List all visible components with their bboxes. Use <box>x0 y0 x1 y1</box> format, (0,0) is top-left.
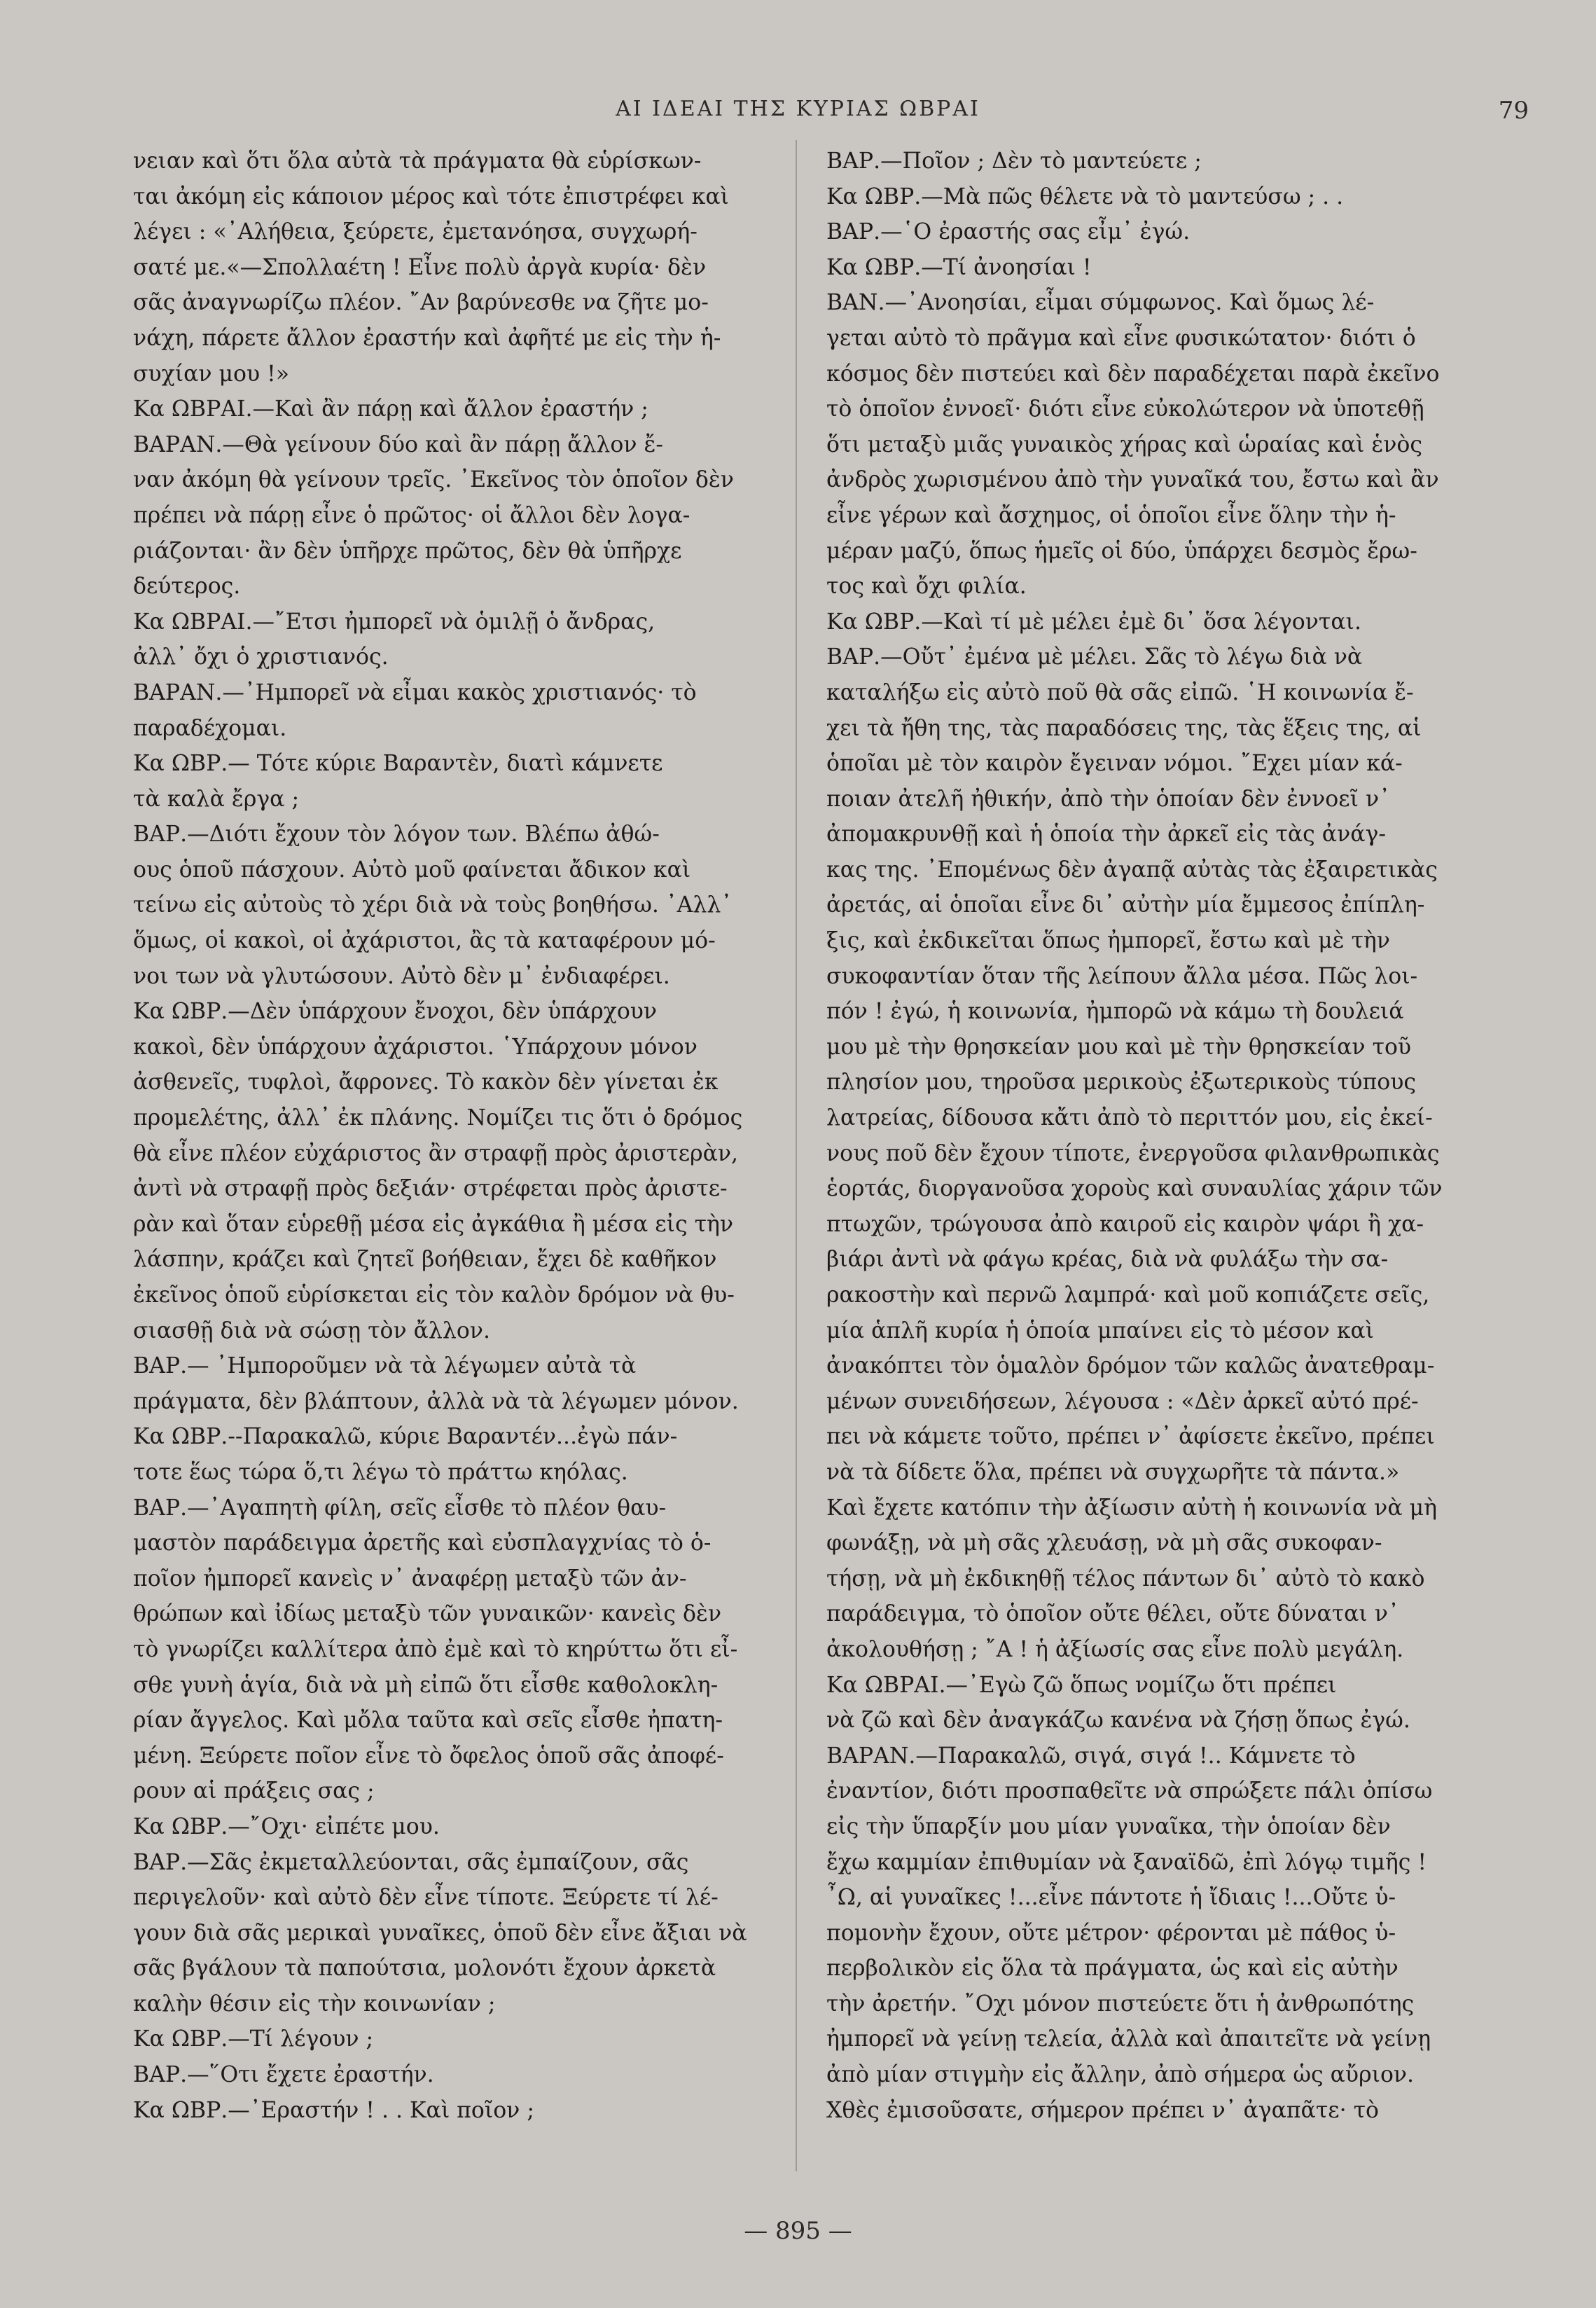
text-line: ὅμως, οἱ κακοὶ, οἱ ἀχάριστοι, ἂς τὰ καταφέρουν μό- <box>133 928 716 954</box>
text-line: τὸ γνωρίζει καλλίτερα ἀπὸ ἐμὲ καὶ τὸ κηρύττω ὅτι εἶ- <box>133 1636 738 1662</box>
text-line: κόσμος δὲν πιστεύει καὶ δὲν παραδέχεται παρὰ ἐκεῖνο <box>826 361 1440 387</box>
text-line: Χθὲς ἐμισοῦσατε, σήμερον πρέπει ν᾿ ἀγαπᾶτε· τὸ <box>826 2097 1379 2123</box>
text-line: ἀσθενεῖς, τυφλοὶ, ἄφρονες. Τὸ κακὸν δὲν γίνεται ἐκ <box>133 1070 719 1096</box>
text-line: παραδέχομαι. <box>133 715 287 741</box>
text-line: εἰς τὴν ὕπαρξίν μου μίαν γυναῖκα, τὴν ὁποίαν δὲν <box>826 1813 1391 1839</box>
text-line: Καὶ ἔχετε κατόπιν τὴν ἀξίωσιν αὐτὴ ἡ κοινωνία νὰ μὴ <box>826 1495 1437 1521</box>
column-divider <box>796 140 797 2171</box>
text-line: ΒΑΡ.—Διότι ἔχουν τὸν λόγον των. Βλέπω ἀθώ- <box>133 822 660 848</box>
text-line: καταλήξω εἰς αὐτὸ ποῦ θὰ σᾶς εἰπῶ. ῾Η κοινωνία ἔ- <box>826 679 1414 705</box>
text-line: νους ποῦ δὲν ἔχουν τίποτε, ἐνεργοῦσα φιλανθρωπικὰς <box>826 1140 1440 1166</box>
text-line: μαστὸν παράδειγμα ἀρετῆς καὶ εὐσπλαγχνίας τὸ ὁ- <box>133 1530 712 1556</box>
text-line: λάσπην, κράζει καὶ ζητεῖ βοήθειαν, ἔχει δὲ καθῆκον <box>133 1247 717 1273</box>
left-text-column <box>133 144 772 2128</box>
text-line: τος καὶ ὄχι φιλία. <box>826 574 1027 600</box>
text-line: ἀπὸ μίαν στιγμὴν εἰς ἄλλην, ἀπὸ σήμερα ὡς αὔριον. <box>826 2062 1415 2088</box>
text-line: ἀντὶ νὰ στραφῇ πρὸς δεξιάν· στρέφεται πρὸς ἀριστε- <box>133 1176 728 1202</box>
text-line: ΒΑΝ.—᾿Ανοησίαι, εἶμαι σύμφωνος. Καὶ ὅμως λέ- <box>826 290 1375 316</box>
text-line: καλὴν θέσιν εἰς τὴν κοινωνίαν ; <box>133 1991 496 2017</box>
text-line: ναν ἀκόμη θὰ γείνουν τρεῖς. ᾿Εκεῖνος τὸν ὁποῖον δὲν <box>133 467 734 493</box>
text-line: Κα ΩΒΡΑΙ.—Καὶ ἂν πάρῃ καὶ ἄλλον ἐραστήν ; <box>133 396 648 422</box>
text-line: ρὰν καὶ ὅταν εὑρεθῇ μέσα εἰς ἀγκάθια ἢ μέσα εἰς τὴν <box>133 1211 734 1237</box>
text-line: ποιαν ἀτελῆ ἠθικήν, ἀπὸ τὴν ὁποίαν δὲν ἐννοεῖ ν᾿ <box>826 786 1390 812</box>
text-line: χει τὰ ἤθη της, τὰς παραδόσεις της, τὰς ἕξεις της, αἱ <box>826 715 1422 741</box>
text-line: ξις, καὶ ἐκδικεῖται ὅπως ἠμπορεῖ, ἔστω καὶ μὲ τὴν <box>826 928 1390 954</box>
text-line: σατέ με.«—Σπολλαέτη ! Εἶνε πολὺ ἀργὰ κυρία· δὲν <box>133 254 707 280</box>
text-line: ὅτι μεταξὺ μιᾶς γυναικὸς χήρας καὶ ὡραίας καὶ ἑνὸς <box>826 431 1423 457</box>
text-line: θὰ εἶνε πλέον εὐχάριστος ἂν στραφῇ πρὸς ἀριστερὰν, <box>133 1140 739 1166</box>
text-line: ἀπομακρυνθῇ καὶ ἡ ὁποία τὴν ἀρκεῖ εἰς τὰς ἀνάγ- <box>826 822 1386 848</box>
text-line: Κα ΩΒΡ.—Μὰ πῶς θέλετε νὰ τὸ μαντεύσω ; . . <box>826 184 1344 209</box>
text-line: μέραν μαζύ, ὅπως ἡμεῖς οἱ δύο, ὑπάρχει δεσμὸς ἔρω- <box>826 538 1417 564</box>
text-line: σᾶς βγάλουν τὰ παπούτσια, μολονότι ἔχουν ἀρκετὰ <box>133 1956 716 1982</box>
text-line: λέγει : «᾿Αλήθεια, ξεύρετε, ἐμετανόησα, συγχωρή- <box>133 219 698 245</box>
text-line: τὰ καλὰ ἔργα ; <box>133 786 300 812</box>
text-line: πει νὰ κάμετε τοῦτο, πρέπει ν᾿ ἀφίσετε ἐκεῖνο, πρέπει <box>826 1424 1435 1450</box>
text-line: Κα ΩΒΡ.--Παρακαλῶ, κύριε Βαραντέν...ἐγὼ πάν- <box>133 1424 678 1450</box>
right-text-column <box>826 144 1460 2128</box>
text-line: ἀνακόπτει τὸν ὁμαλὸν δρόμον τῶν καλῶς ἀνατεθραμ- <box>826 1353 1435 1379</box>
text-line: νοι των νὰ γλυτώσουν. Αὐτὸ δὲν μ᾿ ἐνδιαφέρει. <box>133 963 670 989</box>
text-line: βιάρι ἀντὶ νὰ φάγω κρέας, διὰ νὰ φυλάξω τὴν σα- <box>826 1247 1389 1273</box>
text-line: ποῖον ἠμπορεῖ κανεὶς ν᾿ ἀναφέρῃ μεταξὺ τῶν ἀν- <box>133 1566 687 1591</box>
text-line: ΒΑΡ.—Ποῖον ; Δὲν τὸ μαντεύετε ; <box>826 148 1202 174</box>
text-line: ἀνδρὸς χωρισμένου ἀπὸ τὴν γυναῖκά του, ἔστω καὶ ἂν <box>826 467 1439 493</box>
text-line: ῏Ω, αἱ γυναῖκες !...εἶνε πάντοτε ἡ ἴδιαις !...Οὔτε ὑ- <box>826 1885 1396 1911</box>
text-line: πτωχῶν, τρώγουσα ἀπὸ καιροῦ εἰς καιρὸν ψάρι ἢ χα- <box>826 1211 1424 1237</box>
text-line: ΒΑΡ.—῾Ο ἐραστής σας εἶμ᾿ ἐγώ. <box>826 219 1191 245</box>
text-line: Κα ΩΒΡ.—῎Οχι· εἰπέτε μου. <box>133 1813 440 1839</box>
text-line: συκοφαντίαν ὅταν τῆς λείπουν ἄλλα μέσα. Πῶς λοι- <box>826 963 1418 989</box>
text-line: Κα ΩΒΡ.—Καὶ τί μὲ μέλει ἐμὲ δι᾿ ὅσα λέγονται. <box>826 609 1361 635</box>
text-line: μένων συνειδήσεων, λέγουσα : «Δὲν ἀρκεῖ αὐτό πρέ- <box>826 1388 1419 1414</box>
text-line: συχίαν μου !» <box>133 361 290 387</box>
text-line: ΒΑΡΑΝ.—Παρακαλῶ, σιγά, σιγά !.. Κάμνετε τὸ <box>826 1743 1356 1769</box>
text-line: θρώπων καὶ ἰδίως μεταξὺ τῶν γυναικῶν· κανεὶς δὲν <box>133 1601 722 1627</box>
text-line: ριάζονται· ἂν δὲν ὑπῆρχε πρῶτος, δὲν θὰ ὑπῆρχε <box>133 538 682 564</box>
text-line: ΒΑΡΑΝ.—Θὰ γείνουν δύο καὶ ἂν πάρῃ ἄλλον ἔ- <box>133 431 664 457</box>
text-line: σθε γυνὴ ἁγία, διὰ νὰ μὴ εἰπῶ ὅτι εἶσθε καθολοκλη- <box>133 1672 719 1698</box>
text-line: γουν διὰ σᾶς μερικαὶ γυναῖκες, ὁποῦ δὲν εἶνε ἄξιαι νὰ <box>133 1920 747 1946</box>
text-line: κακοὶ, δὲν ὑπάρχουν ἀχάριστοι. ῾Υπάρχουν μόνον <box>133 1034 698 1060</box>
text-line: ους ὁποῦ πάσχουν. Αὐτὸ μοῦ φαίνεται ἄδικον καὶ <box>133 857 691 883</box>
text-line: Κα ΩΒΡ.—Δὲν ὑπάρχουν ἔνοχοι, δὲν ὑπάρχουν <box>133 999 658 1025</box>
text-line: παράδειγμα, τὸ ὁποῖον οὔτε θέλει, οὔτε δύναται ν᾿ <box>826 1601 1399 1627</box>
text-line: ΒΑΡΑΝ.—᾿Ημπορεῖ νὰ εἶμαι κακὸς χριστιανός· τὸ <box>133 679 697 705</box>
text-line: προμελέτης, ἀλλ᾿ ἐκ πλάνης. Νομίζει τις ὅτι ὁ δρόμος <box>133 1105 743 1131</box>
text-line: τήσῃ, νὰ μὴ ἐκδικηθῇ τέλος πάντων δι᾿ αὐτὸ τὸ κακὸ <box>826 1566 1425 1591</box>
text-line: ΒΑΡ.—Οὔτ᾿ ἐμένα μὲ μέλει. Σᾶς τὸ λέγω διὰ νὰ <box>826 644 1363 670</box>
text-line: μία ἁπλῆ κυρία ἡ ὁποία μπαίνει εἰς τὸ μέσον καὶ <box>826 1318 1375 1343</box>
text-line: τοτε ἕως τώρα ὅ,τι λέγω τὸ πράττω κηόλας. <box>133 1459 628 1485</box>
text-line: Κα ΩΒΡ.—Τί λέγουν ; <box>133 2026 374 2052</box>
text-line: ΒΑΡ.— ᾿Ημποροῦμεν νὰ τὰ λέγωμεν αὐτὰ τὰ <box>133 1353 637 1379</box>
text-line: δεύτερος. <box>133 574 241 600</box>
text-line: πράγματα, δὲν βλάπτουν, ἀλλὰ νὰ τὰ λέγωμεν μόνον. <box>133 1388 739 1414</box>
text-line: σᾶς ἀναγνωρίζω πλέον. ῎Αν βαρύνεσθε να ζῆτε μο- <box>133 290 709 316</box>
text-line: λατρείας, δίδουσα κἄτι ἀπὸ τὸ περιττόν μου, εἰς ἐκεί- <box>826 1105 1433 1131</box>
page-number: 79 <box>1498 97 1529 125</box>
text-line: Κα ΩΒΡΑΙ.—᾿Εγὼ ζῶ ὅπως νομίζω ὅτι πρέπει <box>826 1672 1337 1698</box>
text-line: Κα ΩΒΡ.— Τότε κύριε Βαραντὲν, διατὶ κάμνετε <box>133 751 663 777</box>
text-line: ται ἀκόμη εἰς κάποιον μέρος καὶ τότε ἐπιστρέφει καὶ <box>133 184 729 209</box>
text-line: ἐναντίον, διότι προσπαθεῖτε νὰ σπρώξετε πάλι ὀπίσω <box>826 1778 1433 1804</box>
text-line: Κα ΩΒΡΑΙ.—῎Ετσι ἠμπορεῖ νὰ ὁμιλῇ ὁ ἄνδρας, <box>133 609 655 635</box>
text-line: πόν ! ἐγώ, ἡ κοινωνία, ἠμπορῶ νὰ κάμω τὴ δουλειά <box>826 999 1404 1025</box>
text-line: γεται αὐτὸ τὸ πρᾶγμα καὶ εἶνε φυσικώτατον· διότι ὁ <box>826 325 1416 351</box>
text-line: μου μὲ τὴν θρησκείαν μου καὶ μὲ τὴν θρησκείαν τοῦ <box>826 1034 1412 1060</box>
text-line: ἐκεῖνος ὁποῦ εὑρίσκεται εἰς τὸν καλὸν δρόμον νὰ θυ- <box>133 1283 735 1308</box>
text-line: πρέπει νὰ πάρῃ εἶνε ὁ πρῶτος· οἱ ἄλλοι δὲν λογα- <box>133 502 691 528</box>
text-line: ρακοστὴν καὶ περνῶ λαμπρά· καὶ μοῦ κοπιάζετε σεῖς, <box>826 1283 1430 1308</box>
text-line: νάχη, πάρετε ἄλλον ἐραστήν καὶ ἀφῆτέ με εἰς τὴν ἡ- <box>133 325 721 351</box>
text-line: ἔχω καμμίαν ἐπιθυμίαν νὰ ξαναϊδῶ, ἐπὶ λόγῳ τιμῆς ! <box>826 1849 1427 1875</box>
text-line: ρίαν ἄγγελος. Καὶ μὄλα ταῦτα καὶ σεῖς εἶσθε ἠπατη- <box>133 1708 723 1734</box>
text-line: ΒΑΡ.—Σᾶς ἐκμεταλλεύονται, σᾶς ἐμπαίζουν, σᾶς <box>133 1849 689 1875</box>
text-line: ρουν αἱ πράξεις σας ; <box>133 1778 375 1804</box>
text-line: νειαν καὶ ὅτι ὅλα αὐτὰ τὰ πράγματα θὰ εὑρίσκων- <box>133 148 702 174</box>
text-line: Κα ΩΒΡ.—Τί ἀνοησίαι ! <box>826 254 1092 280</box>
text-line: ΒΑΡ.—᾿Αγαπητὴ φίλη, σεῖς εἶσθε τὸ πλέον θαυ- <box>133 1495 667 1521</box>
folio-number: — 895 — <box>744 2217 852 2245</box>
text-line: ΒΑΡ.—῞Οτι ἔχετε ἐραστήν. <box>133 2062 434 2088</box>
text-line: νὰ ζῶ καὶ δὲν ἀναγκάζω κανένα νὰ ζήσῃ ὅπως ἐγώ. <box>826 1708 1410 1734</box>
text-line: Κα ΩΒΡ.—᾿Εραστήν ! . . Καὶ ποῖον ; <box>133 2097 534 2123</box>
text-line: φωνάξῃ, νὰ μὴ σᾶς χλευάσῃ, νὰ μὴ σᾶς συκοφαν- <box>826 1530 1382 1556</box>
text-line: ἑορτάς, διοργανοῦσα χοροὺς καὶ συναυλίας χάριν τῶν <box>826 1176 1443 1202</box>
text-line: νὰ τὰ δίδετε ὅλα, πρέπει νὰ συγχωρῆτε τὰ πάντα.» <box>826 1459 1400 1485</box>
text-line: ἠμπορεῖ νὰ γείνῃ τελεία, ἀλλὰ καὶ ἀπαιτεῖτε νὰ γείνῃ <box>826 2026 1431 2052</box>
text-line: ὁποῖαι μὲ τὸν καιρὸν ἔγειναν νόμοι. ῎Εχει μίαν κά- <box>826 751 1403 777</box>
text-line: περβολικὸν εἰς ὅλα τὰ πράγματα, ὡς καὶ εἰς αὐτὴν <box>826 1956 1399 1982</box>
text-line: περιγελοῦν· καὶ αὐτὸ δὲν εἶνε τίποτε. Ξεύρετε τί λέ- <box>133 1885 719 1911</box>
text-line: πομονὴν ἔχουν, οὔτε μέτρον· φέρονται μὲ πάθος ὑ- <box>826 1920 1396 1946</box>
running-title: ΑΙ ΙΔΕΑΙ ΤΗΣ ΚΥΡΙΑΣ ΩΒΡΑΙ <box>616 97 980 121</box>
text-line: τὸ ὁποῖον ἐννοεῖ· διότι εἶνε εὐκολώτερον νὰ ὑποτεθῇ <box>826 396 1424 422</box>
text-line: μένη. Ξεύρετε ποῖον εἶνε τὸ ὄφελος ὁποῦ σᾶς ἀποφέ- <box>133 1743 724 1769</box>
text-line: κας της. ᾿Επομένως δὲν ἀγαπᾷ αὐτὰς τὰς ἐξαιρετικὰς <box>826 857 1438 883</box>
text-line: εἶνε γέρων καὶ ἄσχημος, οἱ ὁποῖοι εἶνε ὅλην τὴν ἡ- <box>826 502 1396 528</box>
text-line: ἀλλ᾿ ὄχι ὁ χριστιανός. <box>133 644 389 670</box>
text-line: τὴν ἀρετήν. ῎Οχι μόνον πιστεύετε ὅτι ἡ ἀνθρωπότης <box>826 1991 1415 2017</box>
text-line: ἀκολουθήσῃ ; ῎Α ! ἡ ἀξίωσίς σας εἶνε πολὺ μεγάλη. <box>826 1636 1404 1662</box>
text-line: σιασθῇ διὰ νὰ σώσῃ τὸν ἄλλον. <box>133 1318 490 1343</box>
text-line: τείνω εἰς αὐτοὺς τὸ χέρι διὰ νὰ τοὺς βοηθήσω. ᾿Αλλ᾿ <box>133 892 733 918</box>
text-line: πλησίον μου, τηροῦσα μερικοὺς ἐξωτερικοὺς τύπους <box>826 1070 1417 1096</box>
text-line: ἀρετάς, αἱ ὁποῖαι εἶνε δι᾿ αὐτὴν μία ἔμμεσος ἐπίπλη- <box>826 892 1425 918</box>
